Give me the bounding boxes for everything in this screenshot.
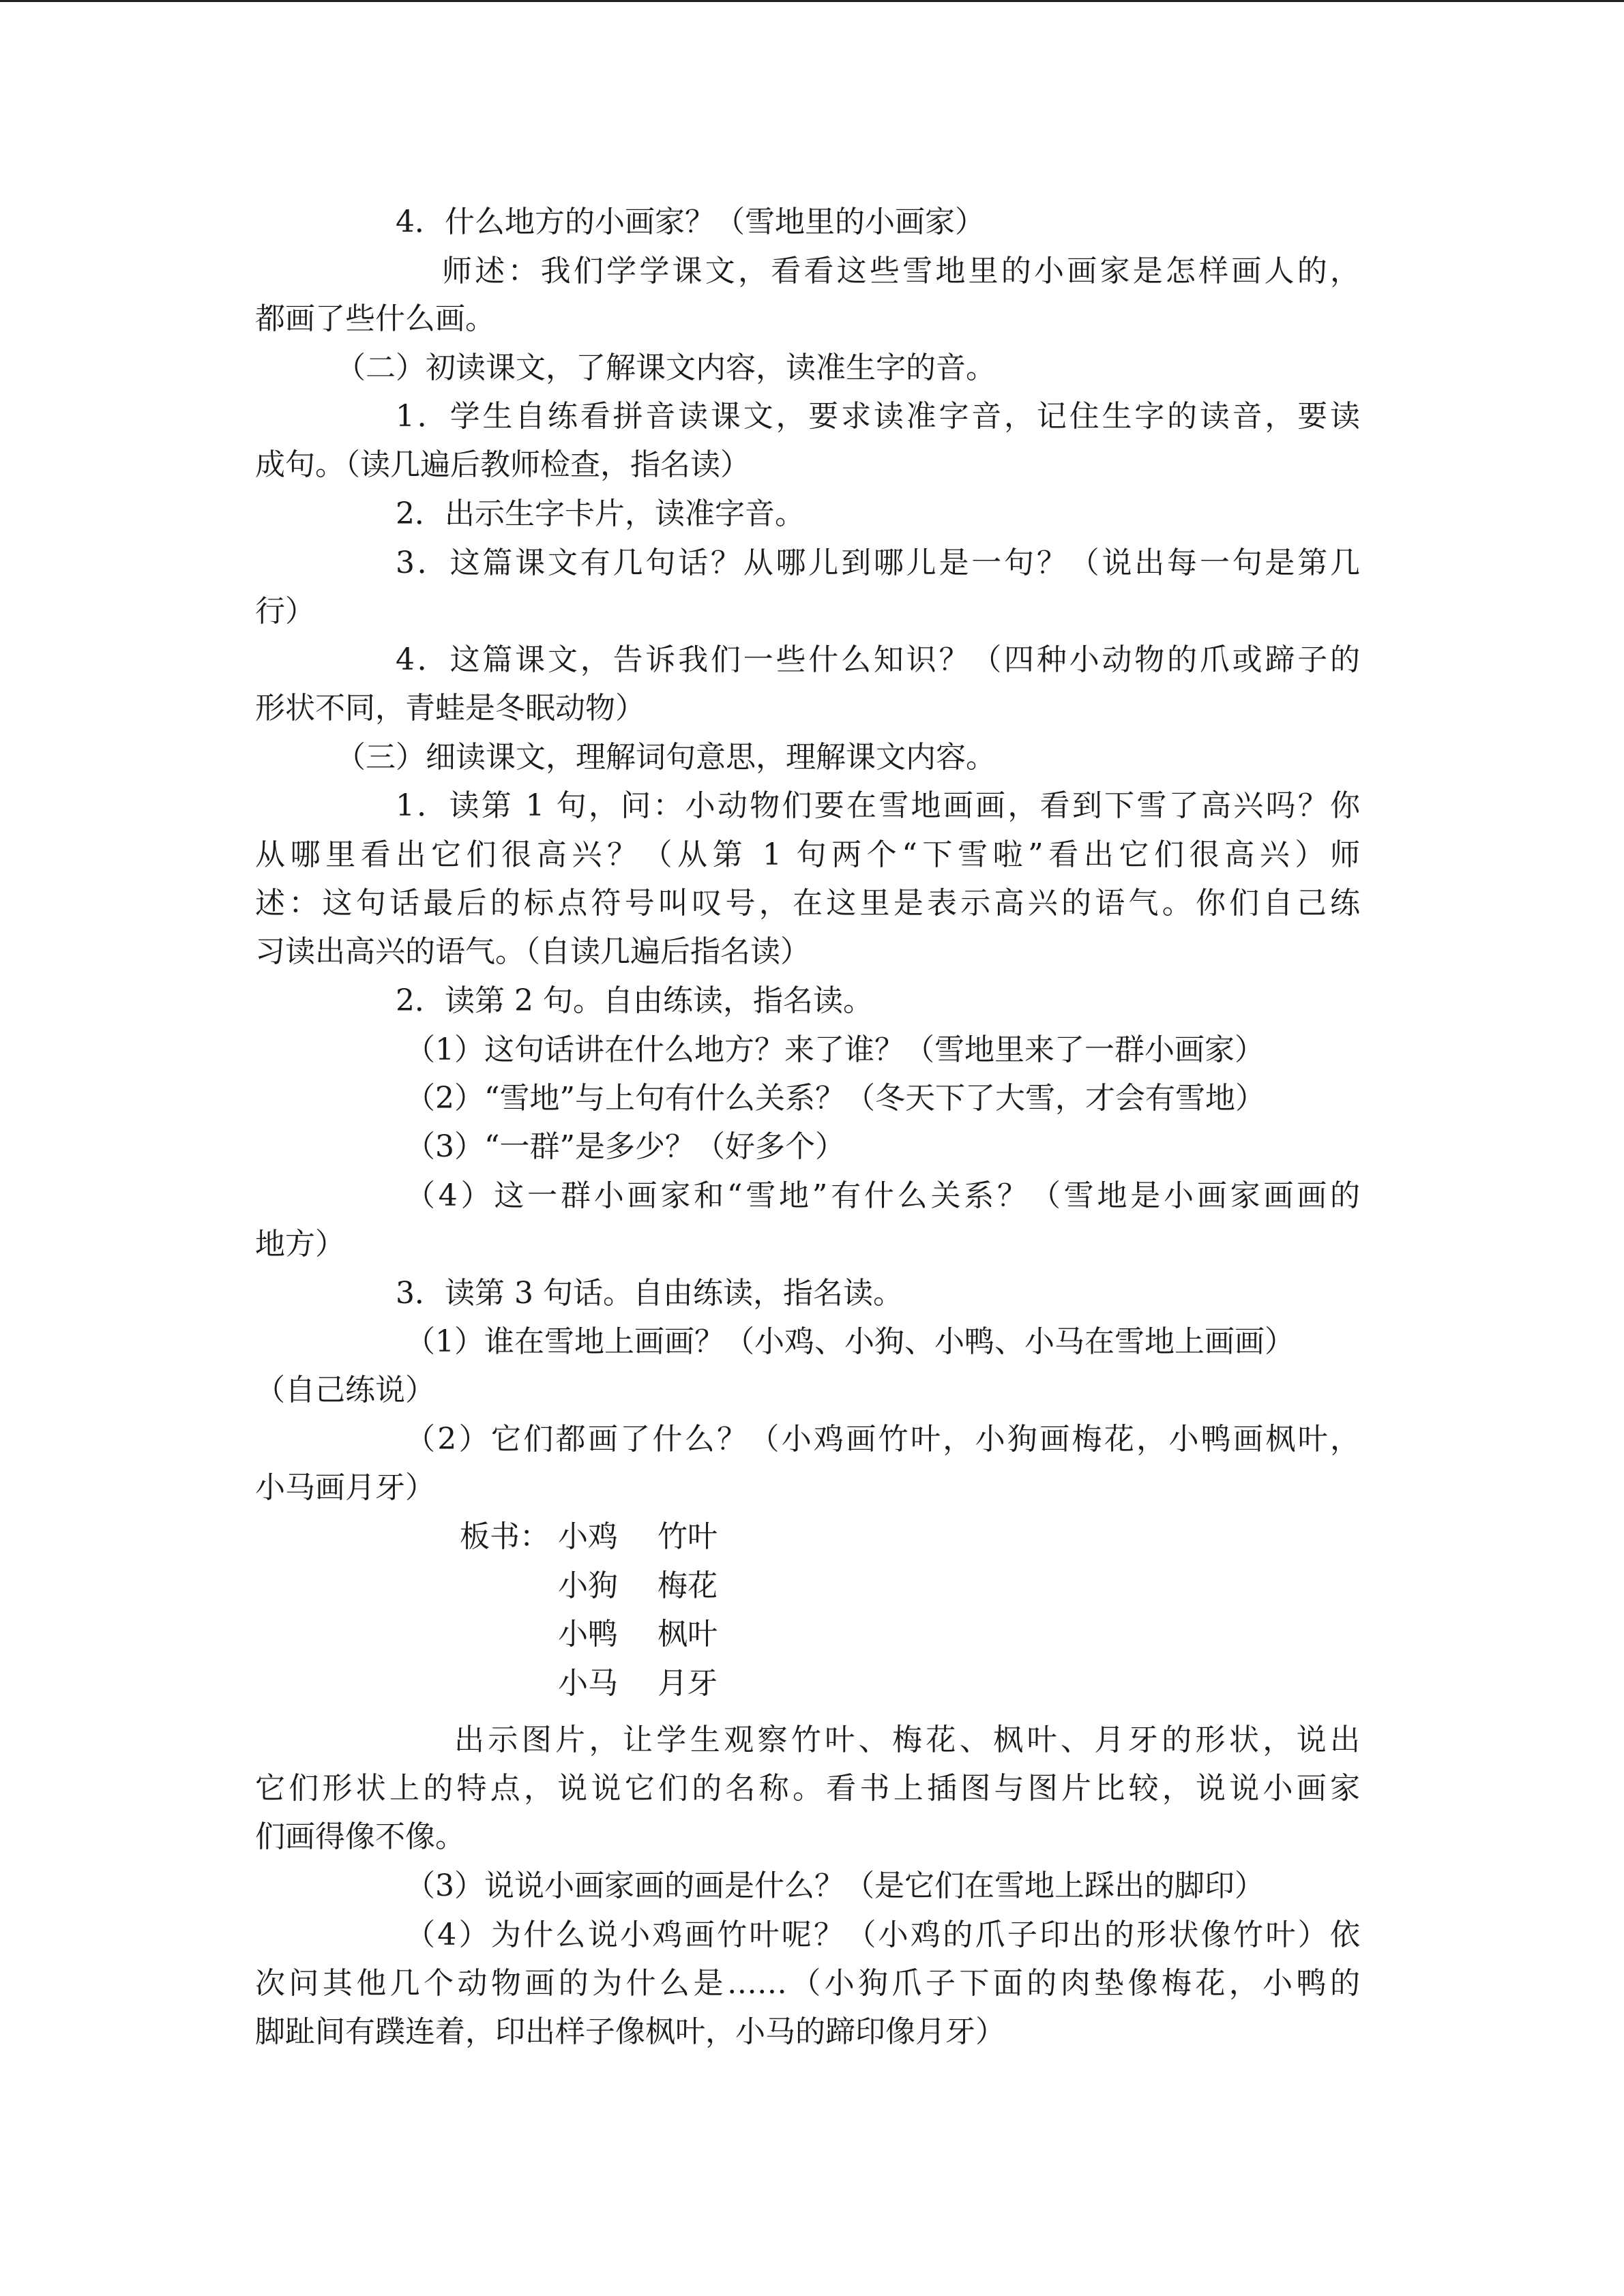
text-line: 2．读第 2 句。自由练读，指名读。 <box>396 983 873 1018</box>
board-animal: 小鸡 <box>558 1519 618 1554</box>
board-label: 板书： <box>460 1519 550 1554</box>
board-drawing: 竹叶 <box>658 1519 718 1554</box>
text-line: （1）这句话讲在什么地方？来了谁？（雪地里来了一群小画家） <box>405 1032 1265 1067</box>
text-line: 脚趾间有蹼连着，印出样子像枫叶，小马的蹄印像月牙） <box>255 2014 1005 2049</box>
text-line: 们画得像不像。 <box>255 1819 465 1854</box>
text-line: 从哪里看出它们很高兴？（从第 1 句两个“下雪啦”看出它们很高兴）师 <box>255 837 1360 872</box>
board-drawing: 月牙 <box>658 1666 718 1701</box>
text-line: 3．读第 3 句话。自由练读，指名读。 <box>396 1276 903 1311</box>
text-line: （自己练说） <box>255 1373 435 1407</box>
top-border-line <box>0 0 1624 2</box>
text-line: 成句。（读几遍后教师检查，指名读） <box>255 447 750 482</box>
board-animal: 小马 <box>558 1666 618 1701</box>
text-line: 3．这篇课文有几句话？从哪儿到哪儿是一句？（说出每一句是第几 <box>396 546 1360 580</box>
board-drawing: 梅花 <box>658 1568 718 1603</box>
section-heading: （二）初读课文，了解课文内容，读准生字的音。 <box>336 351 996 385</box>
board-drawing: 枫叶 <box>658 1617 718 1652</box>
text-line: 习读出高兴的语气。（自读几遍后指名读） <box>255 934 810 969</box>
text-line: （4）这一群小画家和“雪地”有什么关系？（雪地是小画家画画的 <box>405 1178 1360 1213</box>
text-line: （2）“雪地”与上句有什么关系？（冬天下了大雪，才会有雪地） <box>405 1081 1265 1116</box>
text-line: 小马画月牙） <box>255 1470 435 1505</box>
text-line: 它们形状上的特点，说说它们的名称。看书上插图与图片比较，说说小画家 <box>255 1771 1360 1806</box>
text-line: （4）为什么说小鸡画竹叶呢？（小鸡的爪子印出的形状像竹叶）依 <box>405 1918 1360 1952</box>
board-animal: 小鸭 <box>558 1617 618 1652</box>
text-line: 1．学生自练看拼音读课文，要求读准字音，记住生字的读音，要读 <box>396 399 1360 434</box>
text-line: 2．出示生字卡片，读准字音。 <box>396 496 805 531</box>
text-line: 出示图片，让学生观察竹叶、梅花、枫叶、月牙的形状，说出 <box>454 1723 1360 1757</box>
board-animal: 小狗 <box>558 1568 618 1603</box>
text-line: 形状不同，青蛙是冬眠动物） <box>255 691 645 726</box>
text-line: 行） <box>255 594 315 629</box>
text-line: 4．这篇课文，告诉我们一些什么知识？（四种小动物的爪或蹄子的 <box>396 642 1360 677</box>
text-line: （1）谁在雪地上画画？（小鸡、小狗、小鸭、小马在雪地上画画） <box>405 1324 1295 1359</box>
text-line: （3）“一群”是多少？（好多个） <box>405 1129 845 1164</box>
text-line: 1．读第 1 句，问：小动物们要在雪地画画，看到下雪了高兴吗？你 <box>396 788 1360 823</box>
text-line: （2）它们都画了什么？（小鸡画竹叶，小狗画梅花，小鸭画枫叶， <box>405 1422 1360 1457</box>
section-heading: （三）细读课文，理解词句意思，理解课文内容。 <box>336 740 996 775</box>
text-line: 述：这句话最后的标点符号叫叹号，在这里是表示高兴的语气。你们自己练 <box>255 886 1360 921</box>
text-line: 次问其他几个动物画的为什么是……（小狗爪子下面的肉垫像梅花，小鸭的 <box>255 1966 1360 2001</box>
text-line: （3）说说小画家画的画是什么？（是它们在雪地上踩出的脚印） <box>405 1868 1265 1903</box>
text-line: 都画了些什么画。 <box>255 301 495 336</box>
text-line: 地方） <box>255 1227 345 1262</box>
text-line: 4．什么地方的小画家？（雪地里的小画家） <box>396 205 985 239</box>
text-line: 师述：我们学学课文，看看这些雪地里的小画家是怎样画人的， <box>442 254 1360 288</box>
